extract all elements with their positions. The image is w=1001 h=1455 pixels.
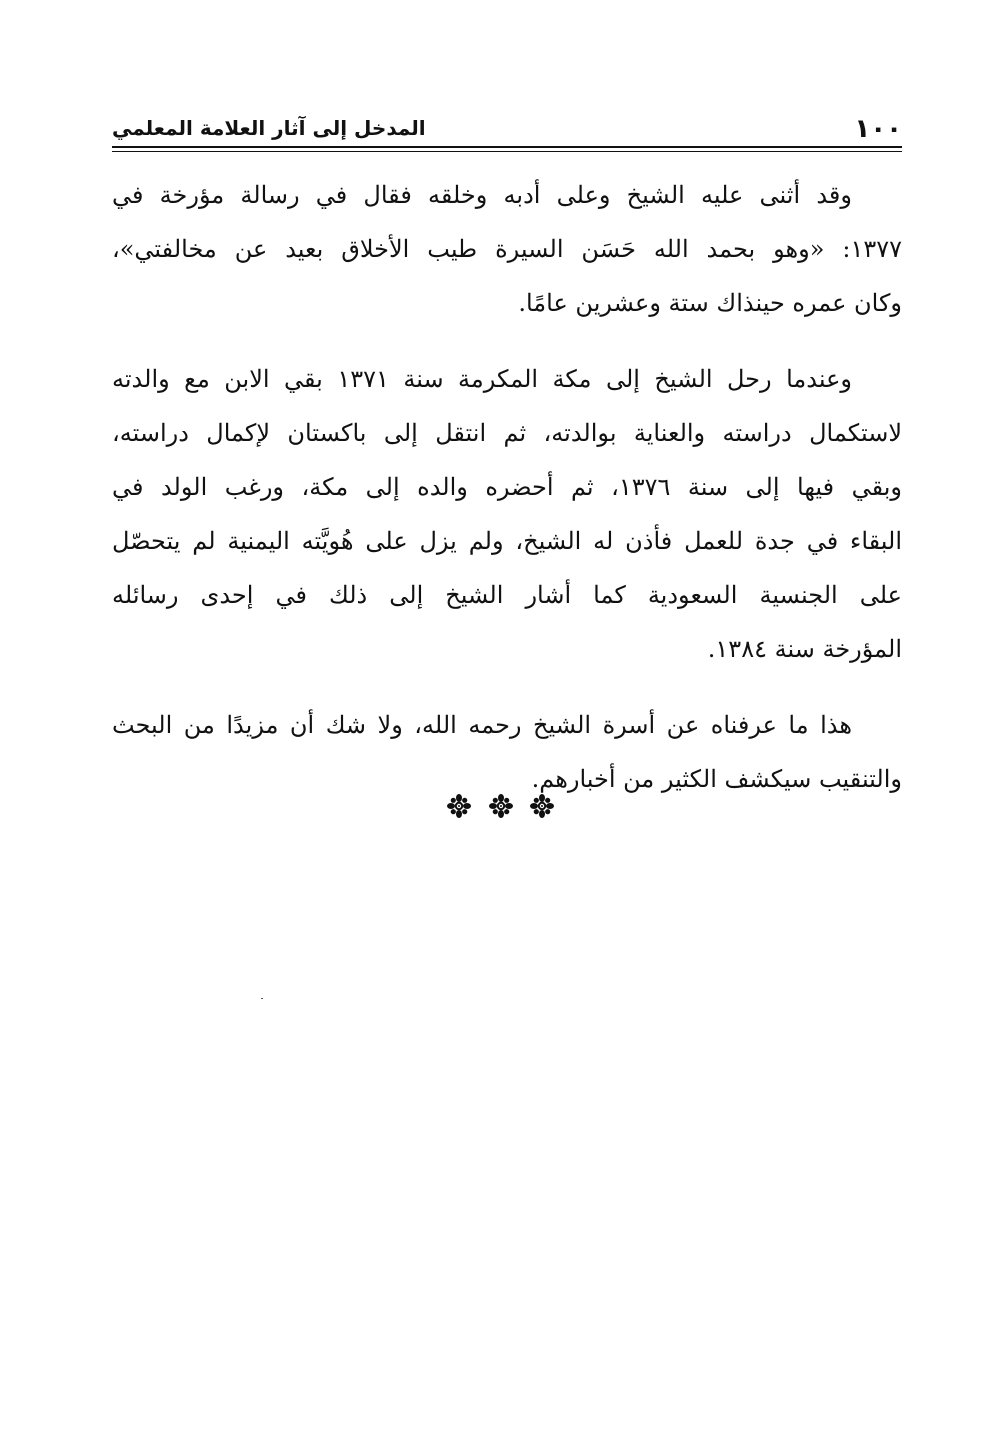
flower-ornament-icon xyxy=(489,794,513,818)
text-line: البقاء في جدة للعمل فأذن له الشيخ، ولم يزل على هُويَّته اليمنية لم يتحصّل xyxy=(112,527,902,555)
text-line: وعندما رحل الشيخ إلى مكة المكرمة سنة ١٣٧١ بقي الابن مع والدته xyxy=(112,365,852,393)
text-line: وبقي فيها إلى سنة ١٣٧٦، ثم أحضره والده إلى مكة، ورغب الولد في xyxy=(112,473,902,501)
flower-ornament-icon xyxy=(447,794,471,818)
text-line: ١٣٧٧: «وهو بحمد الله حَسَن السيرة طيب الأخلاق بعيد عن مخالفتي»، xyxy=(112,235,902,263)
flower-ornament-icon xyxy=(530,794,554,818)
body-text xyxy=(112,168,902,828)
text-line: على الجنسية السعودية كما أشار الشيخ إلى ذلك في إحدى رسائله xyxy=(112,581,902,609)
text-line: هذا ما عرفناه عن أسرة الشيخ رحمه الله، ولا شك أن مزيدًا من البحث xyxy=(112,711,852,739)
page-header xyxy=(112,104,902,144)
header-rule-thin xyxy=(112,151,902,152)
running-title: المدخل إلى آثار العلامة المعلمي xyxy=(112,116,426,140)
scan-speck xyxy=(261,998,263,999)
text-line: المؤرخة سنة ١٣٨٤. xyxy=(707,635,902,663)
text-line: لاستكمال دراسته والعناية بوالدته، ثم انتقل إلى باكستان لإكمال دراسته، xyxy=(112,419,902,447)
paragraph-journey xyxy=(112,352,902,676)
section-end-ornaments xyxy=(0,794,1001,818)
page-number: ١٠٠ xyxy=(854,114,902,144)
text-line: والتنقيب سيكشف الكثير من أخبارهم. xyxy=(531,765,902,793)
paragraph-praise xyxy=(112,168,902,330)
text-line: وقد أثنى عليه الشيخ وعلى أدبه وخلقه فقال في رسالة مؤرخة في xyxy=(112,181,852,209)
paragraph-conclusion xyxy=(112,698,902,806)
text-line: وكان عمره حينذاك ستة وعشرين عامًا. xyxy=(518,289,902,317)
header-rule-thick xyxy=(112,146,902,148)
